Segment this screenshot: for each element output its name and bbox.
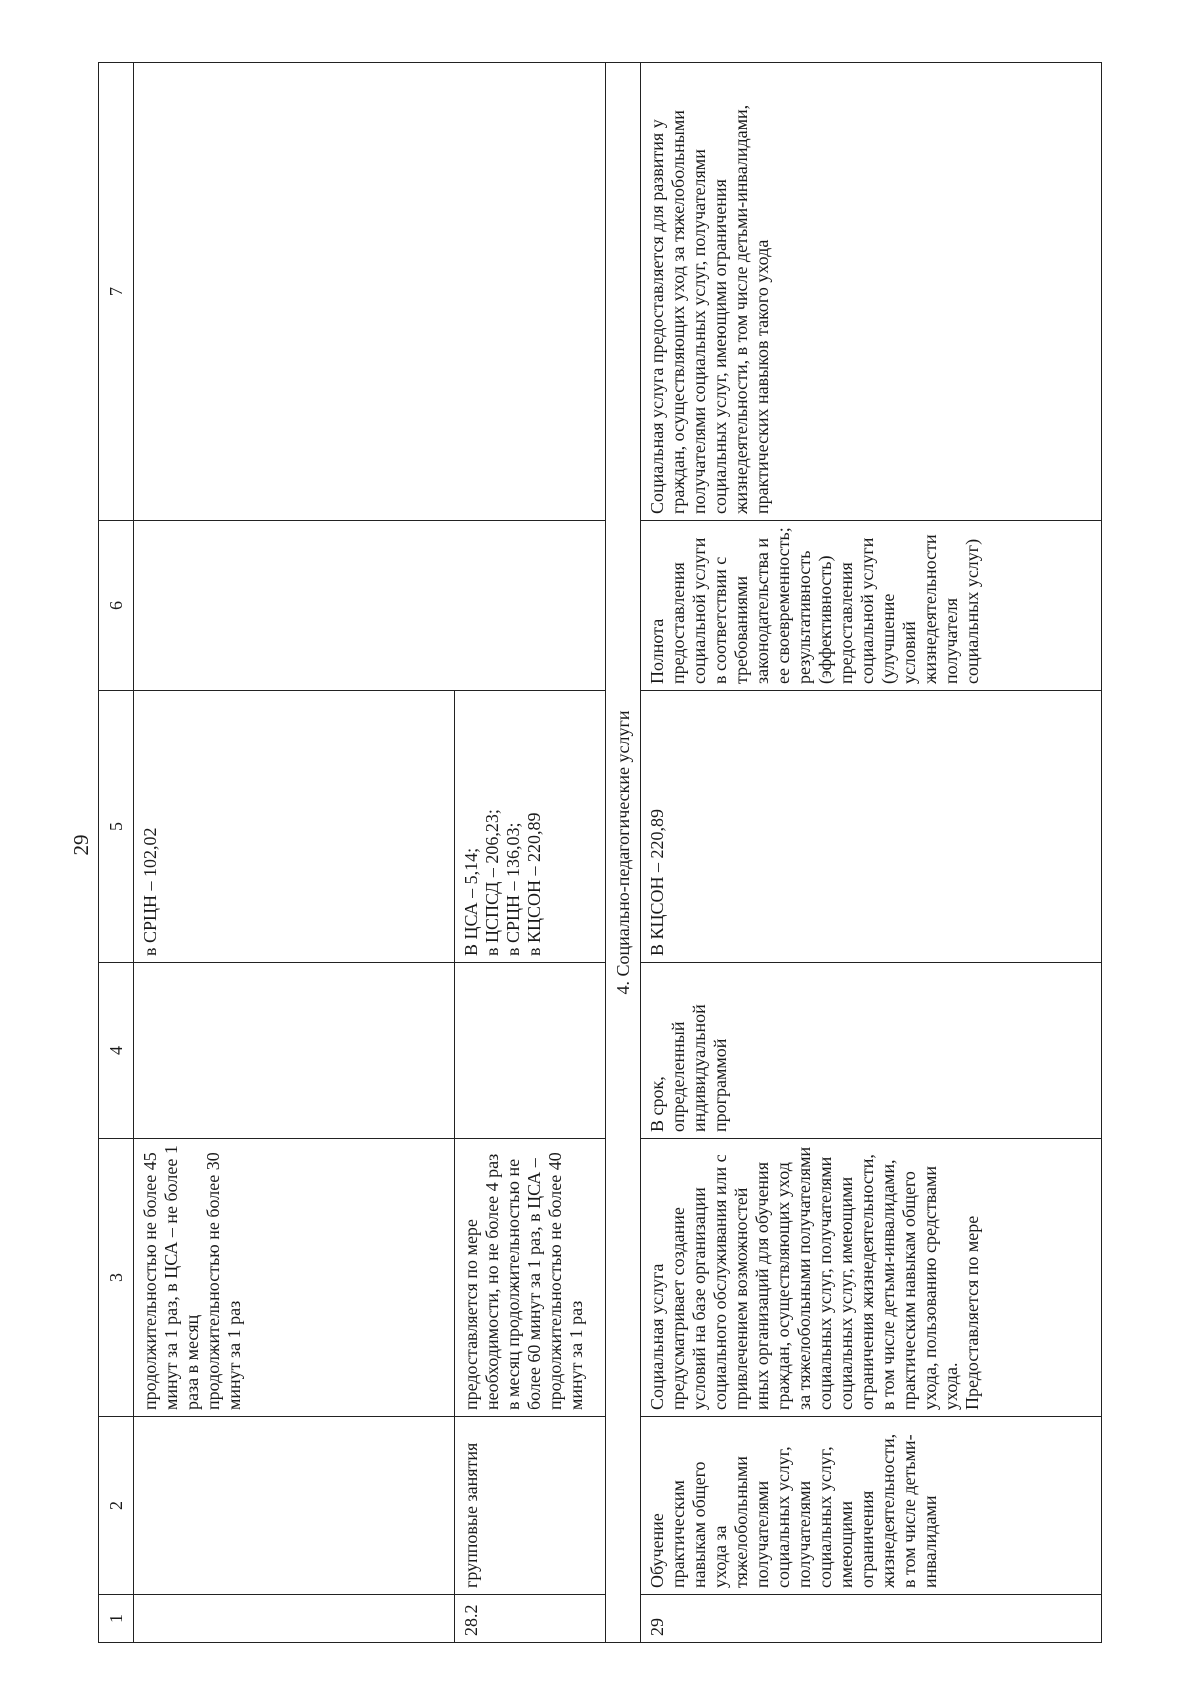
column-header: 1: [99, 1595, 134, 1643]
column-header: 7: [99, 63, 134, 521]
column-header: 2: [99, 1417, 134, 1595]
column-header: 5: [99, 691, 134, 963]
section-title: 4. Социально-педагогические услуги: [606, 63, 641, 1643]
table-row-29: [641, 63, 1102, 1643]
table-row-continuation: [134, 63, 455, 1643]
cell-service: Обучение практическим навыкам общего ухода за тяжелобольными получателями социальных услуг, получателями социальных услуг, имеющими ограничения жизнедеятельности, в том числе детьми-инвалидами: [641, 1417, 1102, 1595]
cell-description: Социальная услуга предусматривает создание условий на базе организации социального обслуживания или с привлечением возможностей иных организаций для обучения граждан, осуществляющих уход за тяжелобольными получателями социальных услуг, получателями социальных услуг, имеющими ограничения жизнедеятельности, в том числе детьми-инвалидами, практическим навыкам общего ухода, пользованию средствами ухода. Предоставляется по мере: [641, 1139, 1102, 1417]
cell-description: предоставляется по мере необходимости, но не более 4 раз в месяц продолжительностью не более 60 минут за 1 раз, в ЦСА – продолжительностью не более 40 минут за 1 раз: [455, 1139, 606, 1417]
rotated-table-container: [98, 63, 1070, 1643]
cell-service: групповые занятия: [455, 1417, 606, 1595]
column-header: 3: [99, 1139, 134, 1417]
cell-num: 29: [641, 1595, 1102, 1643]
cell-term: [134, 963, 455, 1139]
cell-term: [455, 963, 606, 1139]
cell-conditions: [134, 63, 606, 521]
cell-tariff: В КЦСОН – 220,89: [641, 691, 1102, 963]
cell-conditions: Социальная услуга предоставляется для развития у граждан, осуществляющих уход за тяжелобольными получателями социальных услуг, получателями социальных услуг, имеющими ограничения жизнедеятельности, в том числе детьми-инвалидами, практических навыков такого ухода: [641, 63, 1102, 521]
column-header: 6: [99, 521, 134, 691]
services-table: [98, 62, 1102, 1643]
cell-description: продолжительностью не более 45 минут за 1 раз, в ЦСА – не более 1 раза в месяц продолжительностью не более 30 минут за 1 раз: [134, 1139, 455, 1417]
cell-num: [134, 1595, 455, 1643]
cell-num: 28.2: [455, 1595, 606, 1643]
cell-tariff: в СРЦН – 102,02: [134, 691, 455, 963]
header-row: [99, 63, 134, 1643]
cell-term: В срок, определенный индивидуальной программой: [641, 963, 1102, 1139]
cell-quality: Полнота предоставления социальной услуги в соответствии с требованиями законодательства и ее своевременность; результативность (эффективность) предоставления социальной услуги (улучшение условий жизнедеятельности получателя социальных услуг): [641, 521, 1102, 691]
cell-quality: [134, 521, 606, 691]
column-header: 4: [99, 963, 134, 1139]
cell-tariff: В ЦСА – 5,14; в ЦСПСД – 206,23; в СРЦН – 136,03; в КЦСОН – 220,89: [455, 691, 606, 963]
section-row: [606, 63, 641, 1643]
page-number: 29: [69, 834, 93, 856]
cell-service: [134, 1417, 455, 1595]
